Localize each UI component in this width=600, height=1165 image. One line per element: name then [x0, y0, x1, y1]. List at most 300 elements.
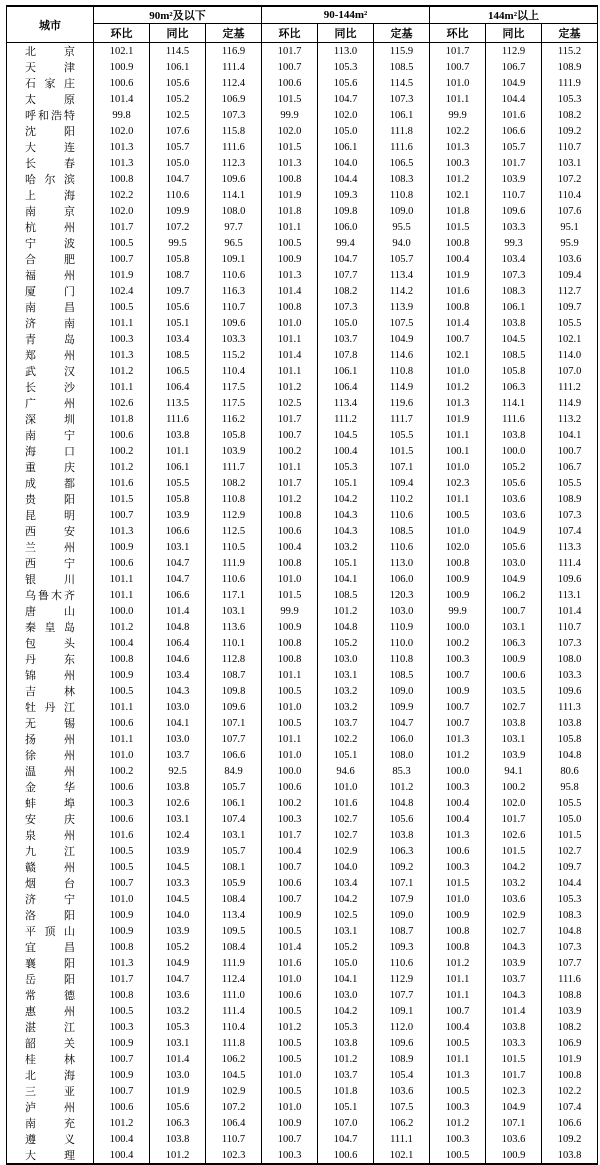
city-name-text: 重 庆: [25, 462, 75, 474]
value-cell: 103.4: [150, 667, 206, 683]
value-cell: 101.7: [262, 827, 318, 843]
city-name: [7, 443, 94, 459]
value-cell: 104.6: [150, 651, 206, 667]
value-cell: 105.0: [542, 811, 598, 827]
value-cell: 106.4: [150, 635, 206, 651]
city-name: [7, 411, 94, 427]
city-name-text: 西 安: [25, 526, 75, 538]
value-cell: 107.2: [206, 1099, 262, 1115]
value-cell: 115.2: [542, 43, 598, 60]
city-name-text: 北 海: [25, 1070, 75, 1082]
value-cell: 102.3: [486, 1083, 542, 1099]
value-cell: 101.6: [318, 795, 374, 811]
value-cell: 101.1: [262, 219, 318, 235]
table-row: [7, 923, 598, 939]
value-cell: 108.3: [486, 283, 542, 299]
value-cell: 101.2: [262, 379, 318, 395]
table-row: [7, 171, 598, 187]
table-row: [7, 203, 598, 219]
value-cell: 108.2: [542, 107, 598, 123]
value-cell: 101.0: [262, 971, 318, 987]
value-cell: 105.8: [542, 731, 598, 747]
value-cell: 103.2: [150, 1003, 206, 1019]
table-row: [7, 219, 598, 235]
value-cell: 103.0: [318, 987, 374, 1003]
value-cell: 105.6: [486, 539, 542, 555]
value-cell: 109.3: [318, 187, 374, 203]
value-cell: 111.2: [542, 379, 598, 395]
value-cell: 104.2: [318, 891, 374, 907]
value-cell: 103.6: [150, 987, 206, 1003]
value-cell: 111.6: [542, 971, 598, 987]
value-cell: 100.9: [486, 651, 542, 667]
value-cell: 103.0: [150, 1067, 206, 1083]
value-cell: 101.2: [374, 779, 430, 795]
city-name-text: 温 州: [25, 766, 75, 778]
value-cell: 105.3: [542, 91, 598, 107]
city-name-text: 烟 台: [25, 878, 75, 890]
value-cell: 101.0: [430, 523, 486, 539]
value-cell: 102.7: [542, 843, 598, 859]
value-cell: 108.4: [206, 939, 262, 955]
value-cell: 114.1: [486, 395, 542, 411]
value-cell: 100.7: [430, 715, 486, 731]
value-cell: 103.9: [486, 955, 542, 971]
value-cell: 102.4: [94, 283, 150, 299]
city-name-text: 襄 阳: [25, 958, 75, 970]
city-name: [7, 283, 94, 299]
value-cell: 103.9: [150, 843, 206, 859]
value-cell: 104.3: [150, 683, 206, 699]
value-cell: 103.8: [150, 427, 206, 443]
table-row: [7, 971, 598, 987]
city-name: [7, 747, 94, 763]
value-cell: 100.4: [318, 443, 374, 459]
city-name-text: 湛 江: [25, 1022, 75, 1034]
value-cell: 111.4: [206, 59, 262, 75]
value-cell: 107.3: [542, 507, 598, 523]
value-cell: 105.1: [318, 555, 374, 571]
value-cell: 101.5: [542, 827, 598, 843]
value-cell: 101.1: [430, 987, 486, 1003]
value-cell: 109.7: [542, 299, 598, 315]
city-name: [7, 763, 94, 779]
value-cell: 113.0: [318, 43, 374, 60]
value-cell: 106.4: [318, 379, 374, 395]
value-cell: 100.7: [94, 875, 150, 891]
value-cell: 109.2: [542, 1131, 598, 1147]
value-cell: 103.6: [486, 491, 542, 507]
table-row: [7, 251, 598, 267]
value-cell: 105.6: [150, 75, 206, 91]
value-cell: 101.0: [430, 459, 486, 475]
table-row: [7, 875, 598, 891]
value-cell: 100.7: [430, 699, 486, 715]
value-cell: 101.6: [486, 107, 542, 123]
value-cell: 101.1: [150, 443, 206, 459]
value-cell: 100.8: [430, 235, 486, 251]
value-cell: 110.4: [206, 1019, 262, 1035]
value-cell: 103.4: [318, 875, 374, 891]
value-cell: 101.5: [486, 843, 542, 859]
value-cell: 101.0: [262, 699, 318, 715]
value-cell: 96.5: [206, 235, 262, 251]
value-cell: 101.9: [262, 187, 318, 203]
value-cell: 108.7: [374, 923, 430, 939]
value-cell: 100.7: [430, 59, 486, 75]
city-name-text: 蚌 埠: [25, 798, 75, 810]
value-cell: 109.0: [374, 907, 430, 923]
city-name-text: 贵 阳: [25, 494, 75, 506]
value-cell: 107.3: [486, 267, 542, 283]
table-row: [7, 939, 598, 955]
value-cell: 102.4: [150, 827, 206, 843]
value-cell: 103.8: [150, 779, 206, 795]
value-cell: 101.1: [94, 731, 150, 747]
value-cell: 108.7: [150, 267, 206, 283]
city-name-text: 徐 州: [25, 750, 75, 762]
table-row: [7, 363, 598, 379]
value-cell: 100.3: [430, 859, 486, 875]
table-row: [7, 507, 598, 523]
value-cell: 101.2: [318, 603, 374, 619]
city-name: [7, 651, 94, 667]
metric-header-mom: 环比: [94, 24, 150, 43]
value-cell: 100.4: [94, 1131, 150, 1147]
value-cell: 101.0: [430, 363, 486, 379]
table-row: [7, 731, 598, 747]
city-name: [7, 523, 94, 539]
value-cell: 101.3: [94, 955, 150, 971]
value-cell: 111.6: [374, 139, 430, 155]
city-name-text: 赣 州: [25, 862, 75, 874]
table-row: [7, 651, 598, 667]
table-row: [7, 475, 598, 491]
value-cell: 101.0: [262, 571, 318, 587]
city-name-text: 南 宁: [25, 430, 75, 442]
value-cell: 104.9: [374, 331, 430, 347]
value-cell: 103.0: [318, 651, 374, 667]
value-cell: 101.0: [430, 891, 486, 907]
value-cell: 102.5: [150, 107, 206, 123]
table-row: [7, 523, 598, 539]
city-name-text: 无 锡: [25, 718, 75, 730]
value-cell: 101.2: [318, 1051, 374, 1067]
value-cell: 103.4: [150, 331, 206, 347]
value-cell: 107.3: [206, 107, 262, 123]
city-name: [7, 139, 94, 155]
value-cell: 100.9: [486, 1147, 542, 1164]
value-cell: 108.9: [542, 59, 598, 75]
value-cell: 102.6: [150, 795, 206, 811]
value-cell: 113.4: [318, 395, 374, 411]
value-cell: 100.4: [262, 843, 318, 859]
value-cell: 109.6: [486, 203, 542, 219]
value-cell: 114.9: [542, 395, 598, 411]
value-cell: 99.9: [262, 107, 318, 123]
value-cell: 111.8: [206, 1035, 262, 1051]
value-cell: 105.6: [486, 475, 542, 491]
city-name: [7, 459, 94, 475]
table-row: [7, 827, 598, 843]
city-name-text: 南 昌: [25, 302, 75, 314]
value-cell: 100.6: [94, 811, 150, 827]
value-cell: 110.6: [374, 539, 430, 555]
value-cell: 99.5: [150, 235, 206, 251]
value-cell: 102.1: [430, 187, 486, 203]
table-row: [7, 779, 598, 795]
value-cell: 94.0: [374, 235, 430, 251]
value-cell: 101.5: [374, 443, 430, 459]
value-cell: 104.9: [486, 523, 542, 539]
value-cell: 100.7: [486, 603, 542, 619]
value-cell: 103.9: [150, 507, 206, 523]
city-name-text: 金 华: [25, 782, 75, 794]
value-cell: 103.3: [486, 219, 542, 235]
value-cell: 100.5: [430, 1083, 486, 1099]
city-name: [7, 379, 94, 395]
value-cell: 111.6: [150, 411, 206, 427]
value-cell: 104.5: [150, 859, 206, 875]
value-cell: 104.3: [486, 939, 542, 955]
value-cell: 107.3: [318, 299, 374, 315]
city-name: [7, 59, 94, 75]
value-cell: 101.4: [542, 603, 598, 619]
city-name: [7, 1067, 94, 1083]
value-cell: 102.0: [430, 539, 486, 555]
value-cell: 110.4: [542, 187, 598, 203]
value-cell: 105.3: [318, 1019, 374, 1035]
value-cell: 102.1: [374, 1147, 430, 1164]
value-cell: 102.2: [94, 187, 150, 203]
city-name-text: 广 州: [25, 398, 75, 410]
header-group-under-90: 90m²及以下: [94, 6, 262, 24]
value-cell: 104.7: [150, 571, 206, 587]
value-cell: 110.8: [374, 187, 430, 203]
value-cell: 106.6: [486, 123, 542, 139]
value-cell: 101.8: [430, 203, 486, 219]
value-cell: 102.7: [486, 923, 542, 939]
city-name: [7, 427, 94, 443]
table-row: [7, 795, 598, 811]
value-cell: 103.0: [486, 555, 542, 571]
city-name: [7, 43, 94, 60]
value-cell: 105.2: [486, 459, 542, 475]
value-cell: 100.8: [262, 171, 318, 187]
value-cell: 100.0: [262, 763, 318, 779]
value-cell: 103.7: [486, 971, 542, 987]
value-cell: 111.3: [542, 699, 598, 715]
value-cell: 99.3: [486, 235, 542, 251]
value-cell: 108.4: [206, 891, 262, 907]
value-cell: 113.1: [542, 587, 598, 603]
city-name: [7, 827, 94, 843]
value-cell: 100.6: [262, 987, 318, 1003]
value-cell: 100.5: [262, 683, 318, 699]
value-cell: 100.8: [262, 299, 318, 315]
value-cell: 103.1: [318, 667, 374, 683]
value-cell: 109.6: [206, 699, 262, 715]
value-cell: 106.4: [150, 379, 206, 395]
value-cell: 102.0: [94, 203, 150, 219]
value-cell: 104.9: [486, 571, 542, 587]
value-cell: 103.3: [150, 875, 206, 891]
value-cell: 105.3: [318, 59, 374, 75]
value-cell: 100.5: [262, 1035, 318, 1051]
city-name: [7, 907, 94, 923]
table-row: [7, 123, 598, 139]
value-cell: 101.0: [430, 75, 486, 91]
table-row: [7, 891, 598, 907]
value-cell: 101.7: [94, 971, 150, 987]
value-cell: 110.7: [206, 299, 262, 315]
value-cell: 101.1: [262, 331, 318, 347]
value-cell: 104.0: [318, 859, 374, 875]
city-name: [7, 363, 94, 379]
city-name-text: 厦 门: [25, 286, 75, 298]
value-cell: 103.1: [206, 827, 262, 843]
value-cell: 100.6: [262, 75, 318, 91]
city-name: [7, 987, 94, 1003]
table-row: [7, 763, 598, 779]
city-name: [7, 683, 94, 699]
value-cell: 101.2: [94, 459, 150, 475]
value-cell: 100.5: [430, 507, 486, 523]
value-cell: 100.5: [94, 859, 150, 875]
value-cell: 106.2: [206, 1051, 262, 1067]
city-name: [7, 587, 94, 603]
city-name-text: 宜 昌: [25, 942, 75, 954]
value-cell: 100.5: [94, 683, 150, 699]
value-cell: 101.9: [150, 1083, 206, 1099]
city-name: [7, 91, 94, 107]
value-cell: 110.6: [374, 507, 430, 523]
value-cell: 108.0: [374, 747, 430, 763]
city-name-text: 常 德: [25, 990, 75, 1002]
value-cell: 111.9: [206, 555, 262, 571]
value-cell: 103.8: [542, 715, 598, 731]
value-cell: 99.4: [318, 235, 374, 251]
value-cell: 100.6: [262, 523, 318, 539]
value-cell: 101.3: [94, 347, 150, 363]
value-cell: 109.6: [542, 683, 598, 699]
value-cell: 101.1: [262, 731, 318, 747]
value-cell: 100.8: [262, 651, 318, 667]
table-row: [7, 859, 598, 875]
value-cell: 116.3: [206, 283, 262, 299]
value-cell: 109.6: [206, 315, 262, 331]
value-cell: 104.7: [150, 171, 206, 187]
value-cell: 94.6: [318, 763, 374, 779]
value-cell: 113.0: [374, 555, 430, 571]
value-cell: 100.9: [94, 1067, 150, 1083]
value-cell: 95.9: [542, 235, 598, 251]
header-group-90-144: 90-144m²: [262, 6, 430, 24]
value-cell: 103.3: [486, 1035, 542, 1051]
value-cell: 113.2: [542, 411, 598, 427]
value-cell: 110.8: [374, 363, 430, 379]
city-name: [7, 187, 94, 203]
value-cell: 102.9: [206, 1083, 262, 1099]
value-cell: 108.5: [318, 587, 374, 603]
value-cell: 102.6: [94, 395, 150, 411]
city-name-text: 大 理: [25, 1150, 75, 1162]
city-name-text: 海 口: [25, 446, 75, 458]
value-cell: 114.1: [206, 187, 262, 203]
value-cell: 112.9: [206, 507, 262, 523]
value-cell: 110.2: [374, 491, 430, 507]
value-cell: 117.5: [206, 395, 262, 411]
value-cell: 101.4: [150, 1051, 206, 1067]
value-cell: 102.3: [430, 475, 486, 491]
city-name: [7, 331, 94, 347]
value-cell: 100.2: [430, 635, 486, 651]
city-name-text: 牡 丹 江: [25, 702, 75, 714]
value-cell: 101.7: [262, 475, 318, 491]
table-row: [7, 1099, 598, 1115]
table-row: [7, 315, 598, 331]
value-cell: 100.3: [94, 795, 150, 811]
value-cell: 115.8: [206, 123, 262, 139]
value-cell: 105.6: [374, 811, 430, 827]
table-row: [7, 139, 598, 155]
value-cell: 108.8: [542, 987, 598, 1003]
value-cell: 109.6: [206, 171, 262, 187]
value-cell: 102.6: [486, 827, 542, 843]
city-name-text: 武 汉: [25, 366, 75, 378]
value-cell: 105.6: [318, 75, 374, 91]
value-cell: 100.9: [430, 587, 486, 603]
value-cell: 100.8: [430, 939, 486, 955]
city-name: [7, 107, 94, 123]
page: [0, 5, 600, 1162]
value-cell: 104.5: [486, 331, 542, 347]
city-name-text: 北 京: [25, 46, 75, 58]
value-cell: 104.8: [150, 619, 206, 635]
value-cell: 109.6: [542, 571, 598, 587]
value-cell: 107.7: [206, 731, 262, 747]
value-cell: 101.4: [262, 939, 318, 955]
value-cell: 110.0: [374, 635, 430, 651]
value-cell: 110.1: [206, 635, 262, 651]
value-cell: 110.4: [206, 363, 262, 379]
value-cell: 107.1: [206, 715, 262, 731]
value-cell: 100.3: [430, 155, 486, 171]
value-cell: 100.6: [486, 667, 542, 683]
value-cell: 102.0: [318, 107, 374, 123]
value-cell: 100.7: [430, 331, 486, 347]
value-cell: 103.9: [486, 171, 542, 187]
value-cell: 110.7: [542, 619, 598, 635]
value-cell: 105.5: [150, 475, 206, 491]
city-name: [7, 315, 94, 331]
value-cell: 109.4: [374, 475, 430, 491]
value-cell: 100.7: [430, 1003, 486, 1019]
value-cell: 100.8: [94, 651, 150, 667]
value-cell: 100.2: [262, 443, 318, 459]
table-row: [7, 91, 598, 107]
value-cell: 100.8: [94, 171, 150, 187]
city-name: [7, 491, 94, 507]
value-cell: 103.1: [486, 619, 542, 635]
value-cell: 105.3: [150, 1019, 206, 1035]
value-cell: 106.1: [318, 139, 374, 155]
value-cell: 111.7: [206, 459, 262, 475]
city-name: [7, 1083, 94, 1099]
value-cell: 104.4: [542, 875, 598, 891]
value-cell: 100.4: [430, 1019, 486, 1035]
city-name-text: 大 连: [25, 142, 75, 154]
